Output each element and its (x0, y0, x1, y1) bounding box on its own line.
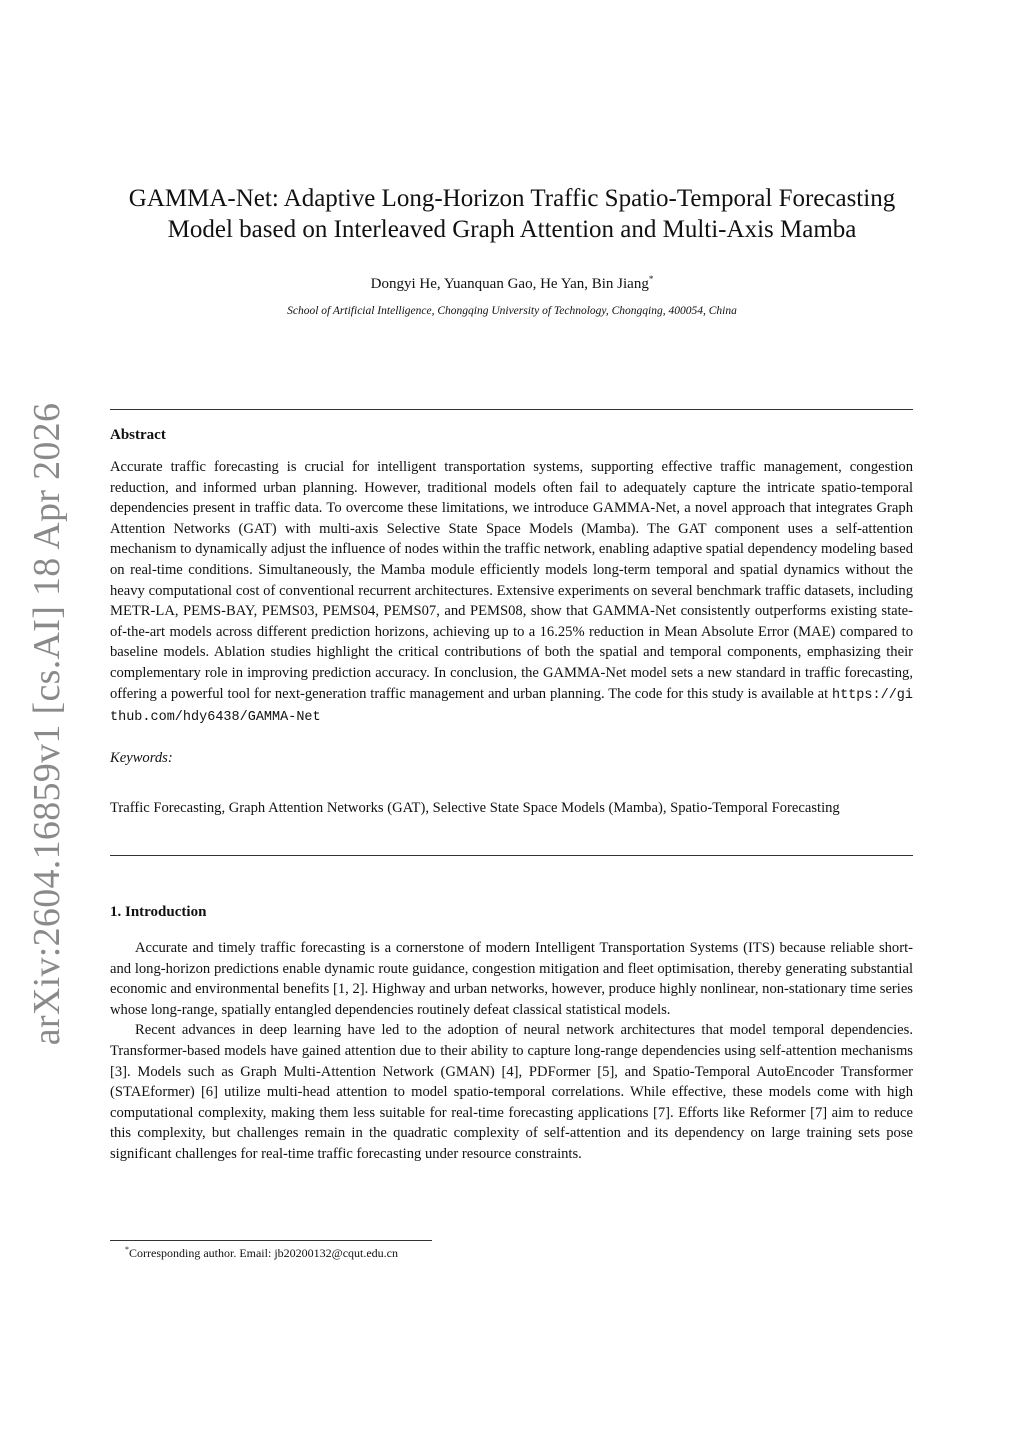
keywords-list: Traffic Forecasting, Graph Attention Networks (GAT), Selective State Space Models (Mamba), Spatio-Temporal Forecasting (110, 800, 840, 816)
footnote-rule (110, 1240, 432, 1241)
abstract-bottom-rule (110, 855, 913, 856)
code-repository-link[interactable]: https://github.com/hdy6438/GAMMA-Net (110, 687, 913, 726)
abstract-body (110, 457, 913, 729)
paper-title-line-1: GAMMA-Net: Adaptive Long-Horizon Traffic Spatio-Temporal Forecasting (128, 185, 896, 212)
abstract-top-rule (110, 409, 913, 410)
abstract-heading: Abstract (110, 427, 166, 443)
introduction-paragraph: Recent advances in deep learning have led to the adoption of neural network architectures that model temporal dependencies. Transformer-based models have gained attention due to their ability to capture long-range dependencies using self-attention mechanisms [3]. Models such as Graph Multi-Attention Network (GMAN) [4], PDFormer [5], and Spatio-Temporal AutoEncoder Transformer (STAEformer) [6] utilize multi-head attention to model spatio-temporal correlations. While effective, these models come with high computational complexity, making them less suitable for real-time forecasting applications [7]. Efforts like Reformer [7] aim to reduce this complexity, but challenges remain in the quadratic complexity of self-attention and its dependency on large training sets pose significant challenges for real-time traffic forecasting under resource constraints. (110, 1022, 913, 1162)
footnote-mark: * (125, 1245, 129, 1254)
author-list (110, 274, 914, 293)
author-names: Dongyi He, Yuanquan Gao, He Yan, Bin Jiang (370, 276, 649, 292)
keywords-label: Keywords: (110, 750, 173, 766)
corresponding-author-mark: * (648, 274, 654, 284)
paper-title-line-2: Model based on Interleaved Graph Attention and Multi-Axis Mamba (167, 216, 857, 243)
introduction-paragraph: Accurate and timely traffic forecasting is a cornerstone of modern Intelligent Transportation Systems (ITS) because reliable short- and long-horizon predictions enable dynamic route guidance, congestion mitigation and fleet optimisation, thereby generating substantial economic and environmental benefits [1, 2]. Highway and urban networks, however, produce highly nonlinear, non-stationary time series whose long-range, spatially entangled dependencies routinely defeat classical statistical models. (110, 940, 913, 1018)
abstract-text: Accurate traffic forecasting is crucial for intelligent transportation systems, supporting effective traffic management, congestion reduction, and informed urban planning. However, traditional models often fail to adequately capture the intricate spatio-temporal dependencies present in traffic data. To overcome these limitations, we introduce GAMMA-Net, a novel approach that integrates Graph Attention Networks (GAT) with multi-axis Selective State Space Models (Mamba). The GAT component uses a self-attention mechanism to dynamically adjust the influence of nodes within the traffic network, enabling adaptive spatial dependency modeling based on real-time conditions. Simultaneously, the Mamba module efficiently models long-term temporal and spatial dynamics without the heavy computational cost of conventional recurrent architectures. Extensive experiments on several benchmark traffic datasets, including METR-LA, PEMS-BAY, PEMS03, PEMS04, PEMS07, and PEMS08, show that GAMMA-Net consistently outperforms existing state-of-the-art models across different prediction horizons, achieving up to a 16.25% reduction in Mean Absolute Error (MAE) compared to baseline models. Ablation studies highlight the critical contributions of both the spatial and temporal components, emphasizing their complementary role in improving prediction accuracy. In conclusion, the GAMMA-Net model sets a new standard in traffic forecasting, offering a powerful tool for next-generation traffic management and urban planning. The code for this study is available at (110, 459, 913, 702)
introduction-body (110, 938, 913, 1165)
paper-title (110, 183, 914, 245)
arxiv-identifier-stamp: arXiv:2604.16859v1 [cs.AI] 18 Apr 2026 (26, 402, 68, 1046)
introduction-heading: 1. Introduction (110, 904, 207, 920)
footnote-text: Corresponding author. Email: jb20200132@cqut.edu.cn (129, 1246, 399, 1260)
author-affiliation: School of Artificial Intelligence, Chongqing University of Technology, Chongqing, 400054, China (287, 305, 737, 317)
footnote (125, 1245, 398, 1261)
